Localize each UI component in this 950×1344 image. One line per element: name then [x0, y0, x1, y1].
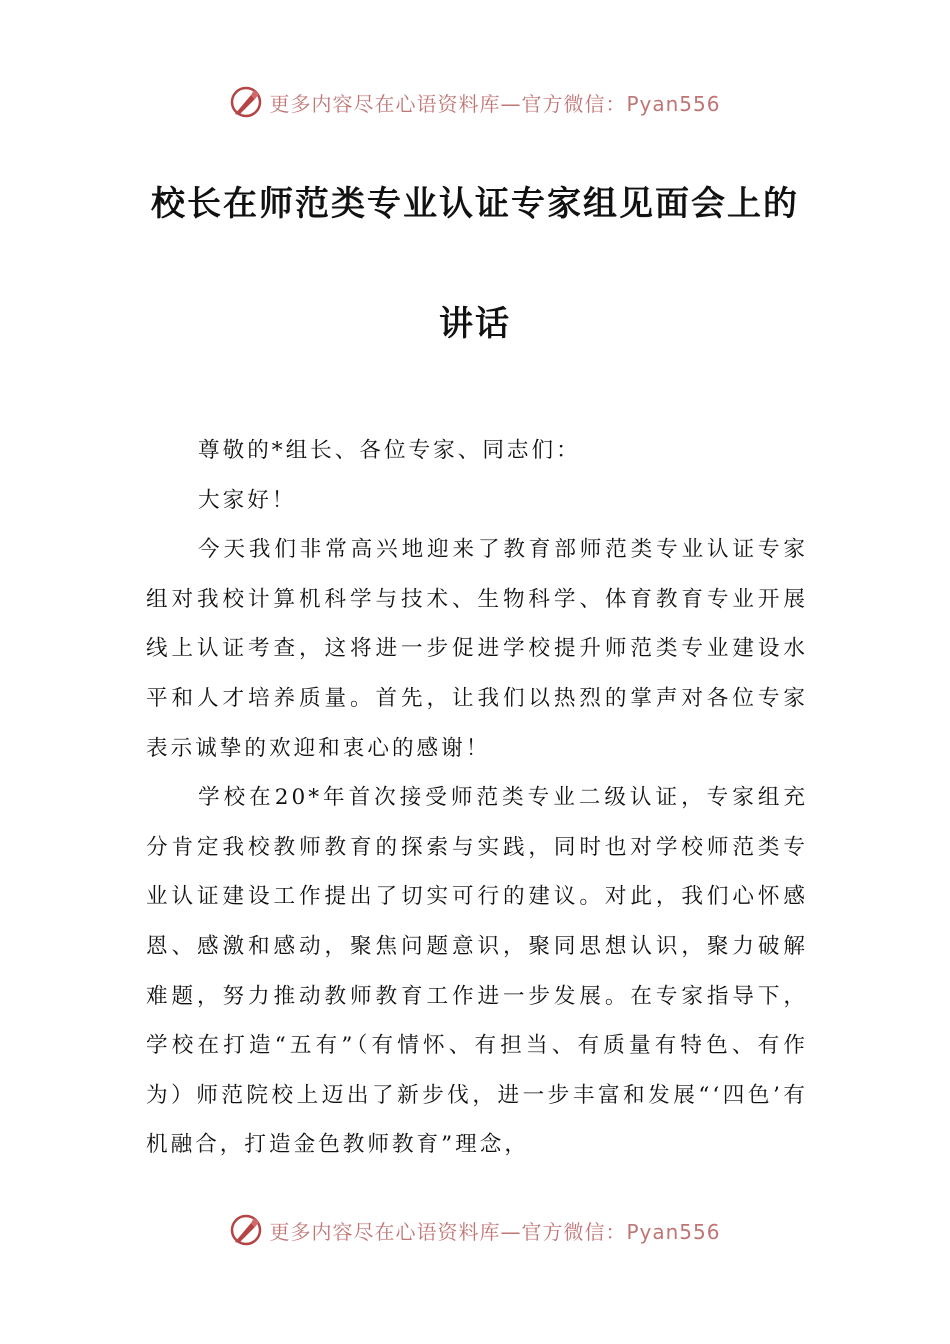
- greeting-paragraph: 大家好！: [198, 487, 297, 513]
- watermark-text: 更多内容尽在心语资料库—官方微信：Pyan556: [269, 1219, 721, 1244]
- history-paragraph: 学校在20*年首次接受师范类专业二级认证，专家组充分肯定我校教师教育的探索与实践，同时也对学校师范类专业认证建设工作提出了切实可行的建议。对此，我们心怀感恩、感激和感动，聚焦问题意识，聚同思想认识，聚力破解难题，努力推动教师教育工作进一步发展。在专家指导下，学校在打造“五有”（有情怀、有担当、有质量有特色、有作为）师范院校上迈出了新步伐，进一步丰富和发展“‘四色’有机融合，打造金色教师教育”理念，: [146, 785, 808, 1158]
- welcome-paragraph: 今天我们非常高兴地迎来了教育部师范类专业认证专家组对我校计算机科学与技术、生物科学、体育教育专业开展线上认证考查，这将进一步促进学校提升师范类专业建设水平和人才培养质量。首先，让我们以热烈的掌声对各位专家表示诚挚的欢迎和衷心的感谢！: [146, 537, 808, 761]
- document-title-line-1: 校长在师范类专业认证专家组见面会上的: [151, 184, 799, 224]
- document-title-line-2: 讲话: [439, 304, 511, 344]
- footer-watermark: [0, 1210, 950, 1250]
- header-watermark: [0, 82, 950, 122]
- document-body: [146, 426, 808, 1170]
- watermark-text: 更多内容尽在心语资料库—官方微信：Pyan556: [269, 91, 721, 116]
- salutation-paragraph: 尊敬的*组长、各位专家、同志们：: [198, 438, 581, 463]
- pen-nib-circle-icon: [229, 85, 263, 119]
- pen-nib-circle-icon: [229, 1213, 263, 1247]
